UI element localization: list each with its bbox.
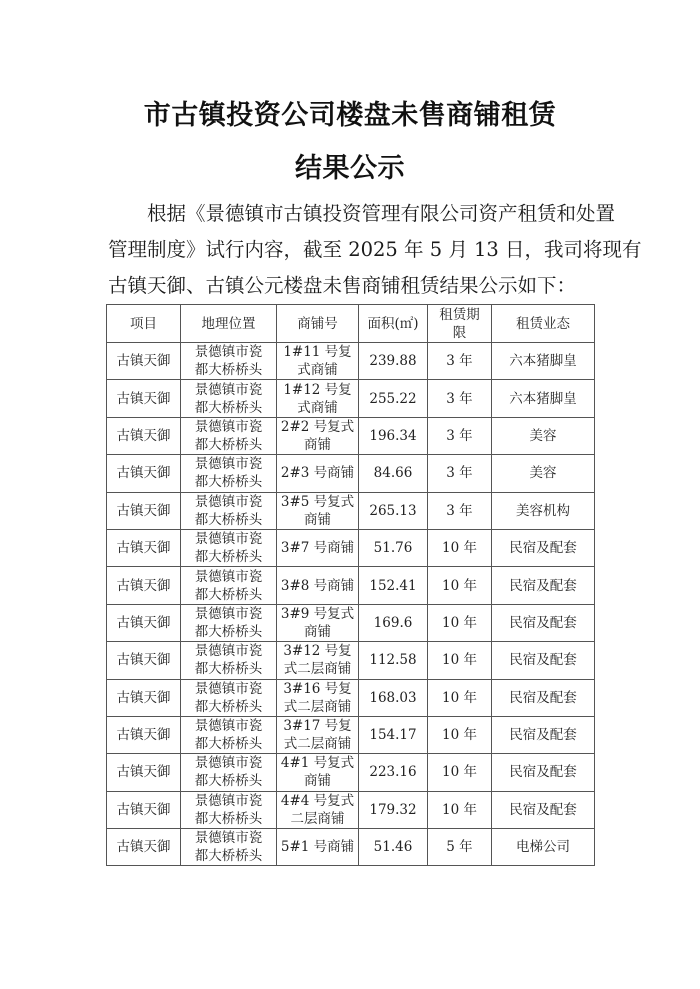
cell-shop-number xyxy=(277,829,359,866)
cell-area: 84.66 xyxy=(359,455,428,492)
table-row xyxy=(107,754,595,791)
cell-shop-line-2: 二层商铺 xyxy=(290,810,345,827)
cell-area: 179.32 xyxy=(359,791,428,828)
cell-location xyxy=(181,567,277,604)
cell-project: 古镇天御 xyxy=(107,679,181,716)
cell-shop-line-2: 商铺 xyxy=(304,773,331,790)
document-title-line-2: 结果公示 xyxy=(295,153,405,184)
cell-location-line-2: 都大桥桥头 xyxy=(194,399,263,416)
cell-location xyxy=(181,716,277,753)
cell-shop-line-2: 式二层商铺 xyxy=(283,661,352,678)
cell-lease-use: 美容 xyxy=(492,455,595,492)
lease-results-table xyxy=(106,304,595,866)
cell-shop-line-1: 3#16 号复 xyxy=(283,680,352,697)
cell-location-line-2: 都大桥桥头 xyxy=(194,623,263,640)
cell-shop-line-2: 式商铺 xyxy=(297,362,338,379)
cell-location-line-1: 景德镇市瓷 xyxy=(194,493,263,510)
header-shop-number: 商铺号 xyxy=(277,305,359,343)
cell-project: 古镇天御 xyxy=(107,343,181,380)
intro-paragraph xyxy=(108,196,642,304)
cell-area: 223.16 xyxy=(359,754,428,791)
cell-project: 古镇天御 xyxy=(107,642,181,679)
cell-lease-period: 3 年 xyxy=(428,455,492,492)
cell-lease-period: 10 年 xyxy=(428,716,492,753)
header-location: 地理位置 xyxy=(181,305,277,343)
cell-area: 154.17 xyxy=(359,716,428,753)
cell-lease-use: 美容 xyxy=(492,417,595,454)
cell-project: 古镇天御 xyxy=(107,380,181,417)
cell-lease-use: 六本猪脚皇 xyxy=(492,380,595,417)
cell-lease-period: 3 年 xyxy=(428,492,492,529)
cell-lease-period: 10 年 xyxy=(428,604,492,641)
cell-lease-use: 民宿及配套 xyxy=(492,791,595,828)
cell-location-line-1: 景德镇市瓷 xyxy=(194,531,263,548)
table-row xyxy=(107,455,595,492)
intro-line-3: 古镇天御、古镇公元楼盘未售商铺租赁结果公示如下： xyxy=(108,274,577,297)
cell-location-line-1: 景德镇市瓷 xyxy=(194,680,263,697)
cell-location-line-2: 都大桥桥头 xyxy=(194,810,263,827)
cell-project: 古镇天御 xyxy=(107,716,181,753)
cell-location-line-1: 景德镇市瓷 xyxy=(194,344,263,361)
document-title-line-1: 市古镇投资公司楼盘未售商铺租赁 xyxy=(143,100,557,131)
cell-shop-line-1: 3#8 号商铺 xyxy=(280,577,355,594)
cell-shop-line-1: 3#9 号复式 xyxy=(280,605,355,622)
table-row xyxy=(107,604,595,641)
cell-lease-use: 六本猪脚皇 xyxy=(492,343,595,380)
cell-shop-line-2: 式商铺 xyxy=(297,399,338,416)
cell-location xyxy=(181,417,277,454)
cell-location-line-1: 景德镇市瓷 xyxy=(194,568,263,585)
cell-location-line-1: 景德镇市瓷 xyxy=(194,643,263,660)
table-row xyxy=(107,380,595,417)
cell-location-line-2: 都大桥桥头 xyxy=(194,549,263,566)
cell-shop-line-1: 1#12 号复 xyxy=(283,381,352,398)
cell-location xyxy=(181,455,277,492)
cell-shop-line-2: 商铺 xyxy=(304,436,331,453)
cell-area: 112.58 xyxy=(359,642,428,679)
cell-shop-line-2: 式二层商铺 xyxy=(283,736,352,753)
cell-location-line-1: 景德镇市瓷 xyxy=(194,418,263,435)
cell-shop-line-1: 3#12 号复 xyxy=(283,643,352,660)
header-lease-period xyxy=(428,305,492,343)
cell-project: 古镇天御 xyxy=(107,791,181,828)
cell-project: 古镇天御 xyxy=(107,492,181,529)
intro-line-2: 管理制度》试行内容，截至 2025 年 5 月 13 日，我司将现有 xyxy=(108,238,642,261)
cell-location xyxy=(181,829,277,866)
cell-location-line-2: 都大桥桥头 xyxy=(194,698,263,715)
cell-location xyxy=(181,679,277,716)
table-row xyxy=(107,716,595,753)
cell-lease-use: 电梯公司 xyxy=(492,829,595,866)
cell-location-line-1: 景德镇市瓷 xyxy=(194,605,263,622)
cell-shop-line-2: 商铺 xyxy=(304,511,331,528)
header-project: 项目 xyxy=(107,305,181,343)
table-row xyxy=(107,642,595,679)
cell-lease-use: 民宿及配套 xyxy=(492,679,595,716)
cell-location xyxy=(181,343,277,380)
cell-location-line-2: 都大桥桥头 xyxy=(194,736,263,753)
cell-shop-line-1: 5#1 号商铺 xyxy=(280,839,355,856)
table-row xyxy=(107,829,595,866)
cell-location xyxy=(181,380,277,417)
header-lease-use: 租赁业态 xyxy=(492,305,595,343)
cell-lease-period: 10 年 xyxy=(428,679,492,716)
cell-shop-line-1: 3#5 号复式 xyxy=(280,493,355,510)
cell-shop-number xyxy=(277,417,359,454)
cell-lease-period: 10 年 xyxy=(428,567,492,604)
cell-location-line-1: 景德镇市瓷 xyxy=(194,830,263,847)
cell-location-line-2: 都大桥桥头 xyxy=(194,586,263,603)
table-row xyxy=(107,492,595,529)
cell-lease-use: 民宿及配套 xyxy=(492,567,595,604)
cell-shop-number xyxy=(277,791,359,828)
cell-lease-period: 10 年 xyxy=(428,754,492,791)
cell-project: 古镇天御 xyxy=(107,455,181,492)
cell-shop-number xyxy=(277,380,359,417)
cell-location xyxy=(181,754,277,791)
header-lease-period-line-1: 租赁期 xyxy=(439,306,480,323)
cell-project: 古镇天御 xyxy=(107,754,181,791)
cell-lease-use: 民宿及配套 xyxy=(492,529,595,566)
table-row xyxy=(107,567,595,604)
cell-area: 265.13 xyxy=(359,492,428,529)
cell-shop-line-1: 2#2 号复式 xyxy=(280,418,355,435)
cell-lease-period: 10 年 xyxy=(428,642,492,679)
cell-location-line-2: 都大桥桥头 xyxy=(194,474,263,491)
cell-project: 古镇天御 xyxy=(107,417,181,454)
header-area: 面积(㎡) xyxy=(359,305,428,343)
cell-lease-use: 民宿及配套 xyxy=(492,642,595,679)
cell-area: 196.34 xyxy=(359,417,428,454)
cell-location xyxy=(181,529,277,566)
cell-shop-line-1: 3#17 号复 xyxy=(283,718,352,735)
cell-shop-number xyxy=(277,567,359,604)
cell-area: 255.22 xyxy=(359,380,428,417)
cell-shop-line-2: 商铺 xyxy=(304,623,331,640)
cell-area: 51.46 xyxy=(359,829,428,866)
intro-line-1: 根据《景德镇市古镇投资管理有限公司资产租赁和处置 xyxy=(147,202,616,225)
cell-location-line-2: 都大桥桥头 xyxy=(194,848,263,865)
table-header-row xyxy=(107,305,595,343)
cell-area: 169.6 xyxy=(359,604,428,641)
cell-shop-number xyxy=(277,529,359,566)
cell-area: 168.03 xyxy=(359,679,428,716)
cell-location-line-1: 景德镇市瓷 xyxy=(194,718,263,735)
cell-area: 239.88 xyxy=(359,343,428,380)
cell-lease-period: 5 年 xyxy=(428,829,492,866)
cell-project: 古镇天御 xyxy=(107,567,181,604)
cell-shop-line-1: 2#3 号商铺 xyxy=(280,465,355,482)
cell-location-line-2: 都大桥桥头 xyxy=(194,436,263,453)
cell-location-line-1: 景德镇市瓷 xyxy=(194,792,263,809)
cell-shop-number xyxy=(277,343,359,380)
table-row xyxy=(107,529,595,566)
table-row xyxy=(107,417,595,454)
table-row xyxy=(107,791,595,828)
cell-area: 51.76 xyxy=(359,529,428,566)
cell-lease-use: 民宿及配套 xyxy=(492,716,595,753)
cell-lease-period: 3 年 xyxy=(428,417,492,454)
cell-location-line-1: 景德镇市瓷 xyxy=(194,456,263,473)
cell-lease-period: 3 年 xyxy=(428,380,492,417)
cell-shop-number xyxy=(277,455,359,492)
cell-location xyxy=(181,642,277,679)
cell-location-line-2: 都大桥桥头 xyxy=(194,511,263,528)
cell-location-line-2: 都大桥桥头 xyxy=(194,661,263,678)
cell-location xyxy=(181,791,277,828)
cell-location-line-1: 景德镇市瓷 xyxy=(194,755,263,772)
cell-shop-number xyxy=(277,754,359,791)
cell-shop-number xyxy=(277,716,359,753)
cell-shop-number xyxy=(277,604,359,641)
cell-shop-line-1: 4#4 号复式 xyxy=(280,792,355,809)
cell-shop-line-2: 式二层商铺 xyxy=(283,698,352,715)
cell-shop-number xyxy=(277,492,359,529)
cell-lease-period: 10 年 xyxy=(428,529,492,566)
cell-shop-line-1: 4#1 号复式 xyxy=(280,755,355,772)
cell-project: 古镇天御 xyxy=(107,829,181,866)
table-row xyxy=(107,343,595,380)
cell-lease-period: 3 年 xyxy=(428,343,492,380)
cell-area: 152.41 xyxy=(359,567,428,604)
cell-location-line-2: 都大桥桥头 xyxy=(194,362,263,379)
cell-lease-period: 10 年 xyxy=(428,791,492,828)
header-lease-period-line-2: 限 xyxy=(452,324,467,341)
cell-shop-number xyxy=(277,642,359,679)
cell-shop-number xyxy=(277,679,359,716)
cell-location-line-2: 都大桥桥头 xyxy=(194,773,263,790)
cell-project: 古镇天御 xyxy=(107,529,181,566)
cell-location-line-1: 景德镇市瓷 xyxy=(194,381,263,398)
cell-shop-line-1: 1#11 号复 xyxy=(283,344,352,361)
cell-lease-use: 美容机构 xyxy=(492,492,595,529)
cell-project: 古镇天御 xyxy=(107,604,181,641)
cell-location xyxy=(181,492,277,529)
cell-shop-line-1: 3#7 号商铺 xyxy=(280,540,355,557)
cell-lease-use: 民宿及配套 xyxy=(492,604,595,641)
cell-lease-use: 民宿及配套 xyxy=(492,754,595,791)
table-row xyxy=(107,679,595,716)
cell-location xyxy=(181,604,277,641)
